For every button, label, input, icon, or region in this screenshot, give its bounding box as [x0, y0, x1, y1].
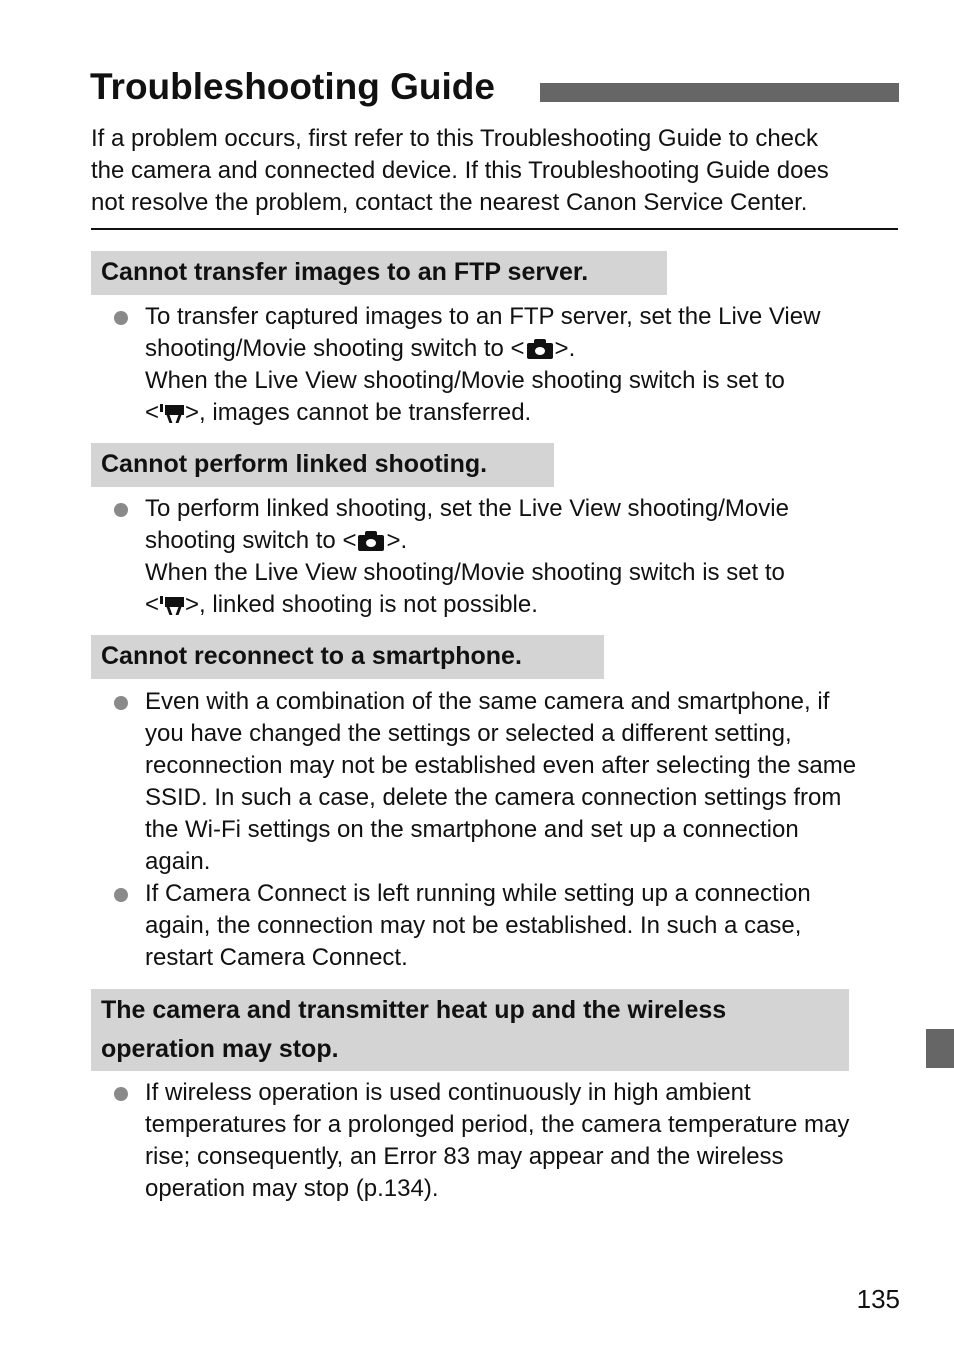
item-text-line: operation may stop (p.134). — [145, 1175, 439, 1202]
list-item — [145, 878, 900, 974]
list-item — [145, 493, 900, 621]
intro-paragraph — [91, 123, 901, 219]
heading-line: The camera and transmitter heat up and the wireless — [101, 996, 727, 1024]
item-text-line: reconnection may not be established even after selecting the same — [145, 752, 857, 779]
item-text-fragment: >. — [554, 335, 576, 362]
item-text-fragment: >, linked shooting is not possible. — [185, 591, 538, 618]
item-text-line: temperatures for a prolonged period, the camera temperature may — [145, 1111, 850, 1138]
item-text-fragment: >, images cannot be transferred. — [185, 399, 532, 426]
page-number: 135 — [856, 1284, 900, 1314]
camera-icon — [527, 339, 553, 359]
item-text-line: SSID. In such a case, delete the camera connection settings from — [145, 784, 842, 811]
bullet-icon — [114, 696, 128, 710]
intro-line: not resolve the problem, contact the nearest Canon Service Center. — [91, 189, 808, 216]
item-text-line: again, the connection may not be established. In such a case, — [145, 912, 802, 939]
item-text-line: restart Camera Connect. — [145, 944, 408, 971]
bullet-icon — [114, 311, 128, 325]
item-text-line — [145, 333, 900, 365]
item-text-line — [145, 589, 900, 621]
item-text-line — [145, 525, 900, 557]
section-heading-linked-shooting: Cannot perform linked shooting. — [91, 443, 554, 487]
item-text-line: When the Live View shooting/Movie shooting switch is set to — [145, 367, 785, 394]
item-text-fragment: shooting switch to < — [145, 527, 357, 554]
intro-line: If a problem occurs, first refer to this Troubleshooting Guide to check — [91, 125, 819, 152]
item-text-line — [145, 397, 900, 429]
item-text-line: If wireless operation is used continuously in high ambient — [145, 1079, 751, 1106]
title-decoration-bar — [540, 83, 899, 102]
section-heading-ftp-transfer: Cannot transfer images to an FTP server. — [91, 251, 667, 295]
item-text-line: Even with a combination of the same camera and smartphone, if — [145, 688, 830, 715]
item-text-line: To perform linked shooting, set the Live View shooting/Movie — [145, 495, 789, 522]
movie-camera-icon — [160, 595, 184, 615]
bullet-icon — [114, 1087, 128, 1101]
page-title: Troubleshooting Guide — [90, 66, 495, 107]
heading-line: operation may stop. — [101, 1035, 339, 1063]
intro-line: the camera and connected device. If this Troubleshooting Guide does — [91, 157, 829, 184]
bullet-icon — [114, 503, 128, 517]
item-text-fragment: shooting/Movie shooting switch to < — [145, 335, 525, 362]
item-text-line: the Wi-Fi settings on the smartphone and set up a connection — [145, 816, 799, 843]
movie-camera-icon — [160, 403, 184, 423]
item-text-line: rise; consequently, an Error 83 may appear and the wireless — [145, 1143, 784, 1170]
section-divider — [91, 228, 898, 230]
section-heading-smartphone-reconnect: Cannot reconnect to a smartphone. — [91, 635, 604, 679]
item-text-line: When the Live View shooting/Movie shooting switch is set to — [145, 559, 785, 586]
item-text-line: again. — [145, 848, 211, 875]
section-heading-heat-warning — [91, 989, 849, 1071]
list-item — [145, 1077, 900, 1205]
bullet-icon — [114, 888, 128, 902]
list-item — [145, 301, 900, 429]
item-text-line: you have changed the settings or selected a different setting, — [145, 720, 792, 747]
item-text-fragment: < — [145, 399, 160, 426]
list-item — [145, 686, 900, 878]
chapter-tab-marker — [926, 1029, 954, 1068]
item-text-fragment: < — [145, 591, 160, 618]
item-text-line: To transfer captured images to an FTP server, set the Live View — [145, 303, 821, 330]
item-text-line: If Camera Connect is left running while setting up a connection — [145, 880, 811, 907]
camera-icon — [358, 531, 384, 551]
item-text-fragment: >. — [386, 527, 408, 554]
